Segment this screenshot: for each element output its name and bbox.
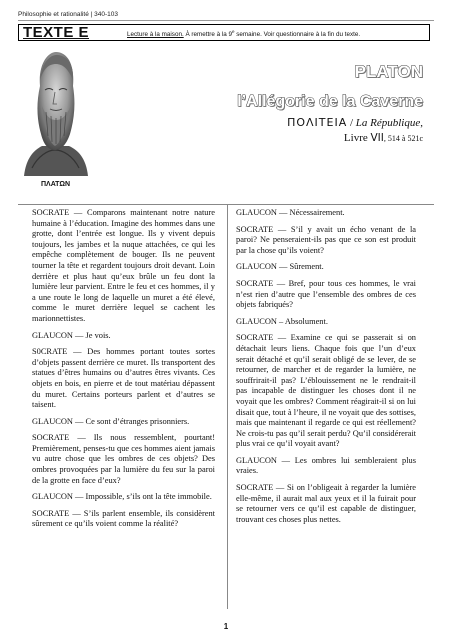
speaker-name: SOCRATE — [236, 483, 274, 493]
dialogue-text: Sûrement. — [289, 262, 324, 272]
dialogue-paragraph — [236, 279, 416, 311]
assignment-note — [127, 29, 360, 38]
speaker-name: GLAUCON — [32, 492, 73, 502]
page-number: 1 — [223, 622, 229, 631]
speaker-dash: — — [69, 508, 84, 518]
dialogue-paragraph — [236, 456, 416, 477]
speaker-name: GLAUCON — [236, 262, 277, 272]
dialogue-paragraph — [236, 262, 416, 273]
livre-word: Livre — [343, 132, 371, 144]
dialogue-paragraph — [32, 509, 215, 530]
speaker-name: GLAUCON — [236, 316, 277, 326]
dialogue-text: Nécessairement. — [289, 208, 345, 217]
speaker-dash: — — [276, 262, 290, 272]
dialogue-text: Je vois. — [85, 330, 111, 340]
column-divider — [227, 204, 228, 609]
dialogue-text: S’ils parlent ensemble, ils considèrent sûrement ce qu’ils voient comme la réalité? — [32, 508, 215, 529]
dialogue-paragraph — [32, 347, 215, 411]
speaker-name: SOCRATE — [32, 208, 70, 217]
speaker-dash: — — [276, 208, 290, 217]
dialogue-paragraph — [32, 492, 215, 503]
greek-title: ΠΟΛΙΤΕΙΑ — [287, 116, 348, 129]
speaker-name: GLAUCON — [236, 208, 277, 217]
speaker-dash: – — [276, 316, 285, 326]
dialogue-paragraph — [236, 208, 416, 219]
due-note-part1: À remettre à la 9 — [183, 31, 232, 39]
speaker-dash: — — [273, 224, 291, 234]
speaker-name: SOCRATE — [236, 333, 274, 343]
plato-bust-image — [18, 46, 93, 176]
speaker-dash: — — [273, 333, 291, 343]
dialogue-text: Ils nous ressemblent, pourtant! Premièrement, penses-tu que ces hommes aient jamais vu autre chose que les ombres de ces objets? Des ombres provoquées par la lumière du feu sur la paroi de la grotte en face d’eux? — [32, 433, 215, 485]
page-range: , 514 à 521c — [383, 134, 423, 143]
dialogue-paragraph — [236, 333, 416, 450]
speaker-dash: — — [72, 416, 86, 426]
author-name: PLATON — [354, 62, 423, 81]
dialogue-text: Absolument. — [284, 316, 328, 326]
speaker-name: S0CRATE — [32, 347, 68, 357]
dialogue-text: Examine ce qui se passerait si on détachait leurs liens. Chaque fois que l’un d’eux serait détaché et qu’il serait obligé de se lever, de se retourner, de marcher et de regarder la lumière, ne souffrirait-il pas? L’éblouissement ne le rendrait-il pas incapable de distinguer les choses dont il ne voyait que les ombres? Comment réagirait-il si on lui disait que, tout à l’heure, il ne voyait que des sottises, mais que maintenant il regarde ce qui est réellement? Ne crois-tu pas qu’il serait perdu? Qu’il considérerait plus vrai ce qu’il voyait avant? — [236, 333, 416, 449]
dialogue-text: Comparons maintenant notre nature humaine à l’éducation. Imagine des hommes dans une grotte, dont l’entrée est longue. Ils y vivent depuis toujours, les jambes et la nuque attachées, ce qui les empêche complètement de bouger. Ils ne peuvent tourner la tête et regardent toujours droit devant. Loin derrière et plus haut qu’eux brûle un feu dont la lumière leur parvient. Entre le feu et ces hommes, il y a une route le long de laquelle un muret a été élevé, comme le muret derrière lequel se cachent les marionnettistes. — [32, 208, 215, 323]
dialogue-column-right — [236, 208, 416, 531]
speaker-dash: — — [273, 278, 289, 288]
speaker-dash: — — [69, 208, 87, 217]
reading-note: Lecture à la maison. — [127, 31, 184, 39]
speaker-name: SOCRATE — [236, 224, 274, 234]
speaker-dash: — — [276, 455, 295, 465]
speaker-name: GLAUCON — [236, 455, 277, 465]
bust-caption: ΠΛΑΤΩΝ — [40, 181, 70, 188]
speaker-name: SOCRATE — [32, 433, 70, 443]
livre-number: VII — [370, 132, 384, 144]
due-note-part2: semaine. Voir questionnaire à la fin du texte. — [234, 31, 361, 39]
dialogue-paragraph — [236, 225, 416, 257]
section-divider — [18, 204, 434, 205]
dialogue-text: Les ombres lui sembleraient plus vraies. — [236, 455, 417, 476]
speaker-dash: — — [72, 330, 86, 340]
title-box — [18, 24, 430, 41]
course-header: Philosophie et rationalité | 340-103 — [18, 11, 118, 18]
dialogue-paragraph — [32, 417, 215, 428]
speaker-dash: — — [273, 483, 287, 493]
speaker-name: GLAUCON — [32, 416, 73, 426]
dialogue-text: Ce sont d’étranges prisonniers. — [85, 416, 190, 426]
dialogue-paragraph — [32, 331, 215, 342]
dialogue-text: Des hommes portant toutes sortes d’objets passent derrière ce muret. Ils transportent des statues d’êtres humains ou d’autres êtres vivants. Ces objets en bois, en pierre et de tout matériau dépassent du muret. Certains porteurs parlent et d’autres se taisent. — [32, 347, 216, 410]
speaker-name: SOCRATE — [32, 508, 70, 518]
dialogue-paragraph — [32, 433, 215, 486]
dialogue-text: S’il y avait un écho venant de la paroi? Ne penseraient-ils pas que ce son est produit par la chose qu’ils voient? — [236, 224, 417, 255]
dialogue-text: Si on l’obligeait à regarder la lumière elle-même, il aurait mal aux yeux et il la fuirait pour se retourner vers ce qu’il est capable de distinguer, trouvant ces choses plus nettes. — [236, 483, 416, 524]
speaker-name: GLAUCON — [32, 330, 73, 340]
dialogue-paragraph — [236, 483, 416, 525]
dialogue-column-left — [32, 208, 215, 536]
dialogue-paragraph — [32, 208, 215, 325]
dialogue-text: Impossible, s’ils ont la tête immobile. — [85, 492, 212, 502]
title-comma: , — [420, 117, 423, 129]
dialogue-paragraph — [236, 317, 416, 328]
dialogue-text: Bref, pour tous ces hommes, le vrai n’est rien d’autre que l’ensemble des ombres de ces objets fabriqués? — [236, 278, 416, 310]
text-label: TEXTE E — [23, 24, 90, 41]
speaker-dash: — — [69, 433, 94, 443]
speaker-dash: — — [67, 347, 88, 357]
header-divider — [18, 20, 434, 21]
work-title: l’Allégorie de la Caverne — [237, 93, 423, 110]
due-note-sup: e — [232, 29, 235, 34]
title-separator: / — [347, 117, 356, 129]
book-reference — [344, 132, 423, 144]
source-line — [287, 116, 423, 129]
speaker-dash: — — [72, 492, 86, 502]
french-title: La République — [355, 117, 421, 129]
speaker-name: SOCRATE — [236, 278, 274, 288]
